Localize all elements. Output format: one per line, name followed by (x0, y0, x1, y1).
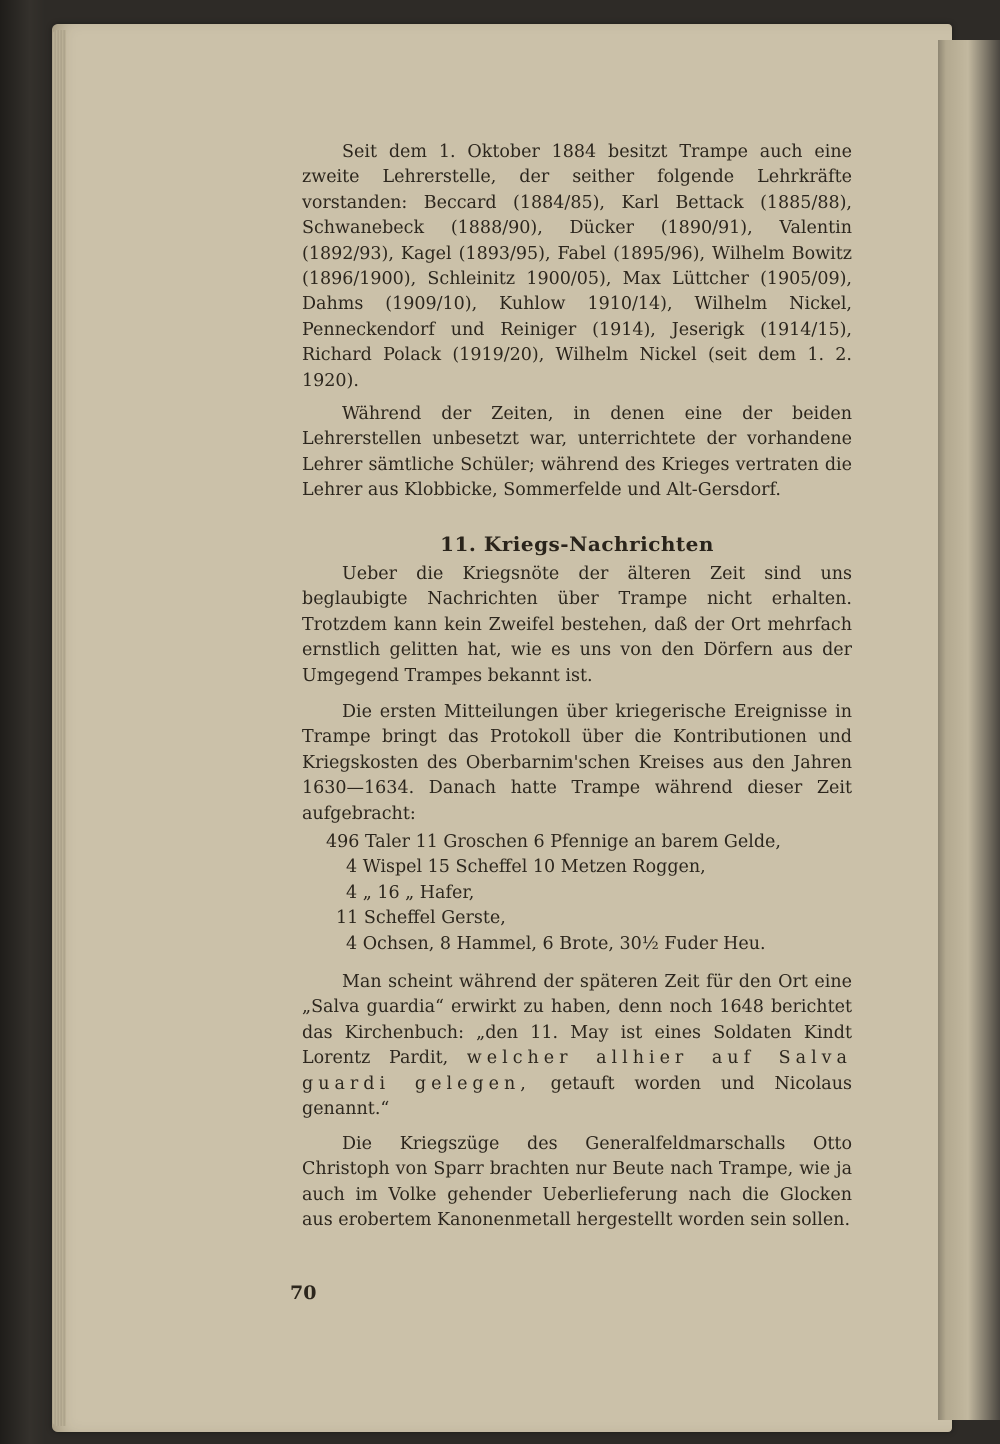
section-heading: 11. Kriegs-Nachrichten (440, 532, 714, 556)
paragraph-text: Während der Zeiten, in denen eine der beiden Lehrerstellen unbesetzt war, unterrichtete der vorhandene Lehrer sämtliche Schüler; während des Krieges vertraten die Lehrer aus Klobbicke, Sommerfelde und Alt-Gersdorf. (302, 404, 852, 501)
page-stack-right-edge (938, 40, 1000, 1420)
page-number: 70 (290, 1282, 317, 1304)
paragraph-vacancies (302, 402, 852, 504)
page-stack-left-edge (52, 30, 66, 1426)
spaced-quote: welcher allhier auf Salva guardi gelegen, (302, 1048, 852, 1094)
contribution-list (326, 830, 846, 957)
paragraph-text (302, 970, 852, 1122)
paragraph-war-hardships (302, 562, 852, 689)
list-item: 496 Taler 11 Groschen 6 Pfennige an barem Gelde, (326, 832, 781, 852)
list-item: 11 Scheffel Gerste, (336, 908, 506, 929)
paragraph-sparr (302, 1132, 852, 1234)
paragraph-text: Ueber die Kriegsnöte der älteren Zeit sind uns beglaubigte Nachrichten über Trampe nicht erhalten. Trotzdem kann kein Zweifel bestehen, daß der Ort mehrfach ernstlich gelitten hat, wie es uns von den Dörfern aus der Umgegend Trampes bekannt ist. (302, 564, 852, 686)
paragraph-teachers (302, 140, 852, 394)
paragraph-text: Die Kriegszüge des Generalfeldmarschalls Otto Christoph von Sparr brachten nur Beute nach Trampe, wie ja auch im Volke gehender Ueberlieferung nach die Glocken aus erobertem Kanonenmetall hergestellt worden sein sollen. (302, 1134, 852, 1231)
paragraph-lead: Man scheint während der späteren Zeit für den Ort eine „Salva guardia“ erwirkt zu haben, denn noch 1648 berichtet das Kirchenbuch: „den 11. May ist eines Soldaten Kindt Lorentz Pardit, (302, 972, 852, 1069)
list-item: 4 Ochsen, 8 Hammel, 6 Brote, 30½ Fuder Heu. (346, 933, 766, 954)
paragraph-text: Die ersten Mitteilungen über kriegerische Ereignisse in Trampe bringt das Protokoll über die Kontributionen und Kriegskosten des Oberbarnim'schen Kreises aus den Jahren 1630—1634. Danach hatte Trampe während dieser Zeit aufgebracht: (302, 702, 852, 824)
paragraph-tail: getauft worden und Nicolaus genannt.“ (302, 1073, 852, 1120)
list-item: 4 „ 16 „ Hafer, (346, 882, 475, 903)
paragraph-salva-guardia (302, 970, 852, 1122)
paragraph-text: Seit dem 1. Oktober 1884 besitzt Trampe auch eine zweite Lehrerstelle, der seither folgende Lehrkräfte vorstanden: Beccard (1884/85), Karl Bettack (1885/88), Schwanebeck (1888/90), Dücker (1890/91), Valentin (1892/93), Kagel (1893/95), Fabel (1895/96), Wilhelm Bowitz (1896/1900), Schleinitz 1900/05), Max Lüttcher (1905/09), Dahms (1909/10), Kuhlow 1910/14), Wilhelm Nickel, Penneckendorf und Reiniger (1914), Jeserigk (1914/15), Richard Polack (1919/20), Wilhelm Nickel (seit dem 1. 2. 1920). (302, 142, 852, 391)
paragraph-contributions (302, 700, 852, 827)
list-item: 4 Wispel 15 Scheffel 10 Metzen Roggen, (346, 857, 706, 878)
